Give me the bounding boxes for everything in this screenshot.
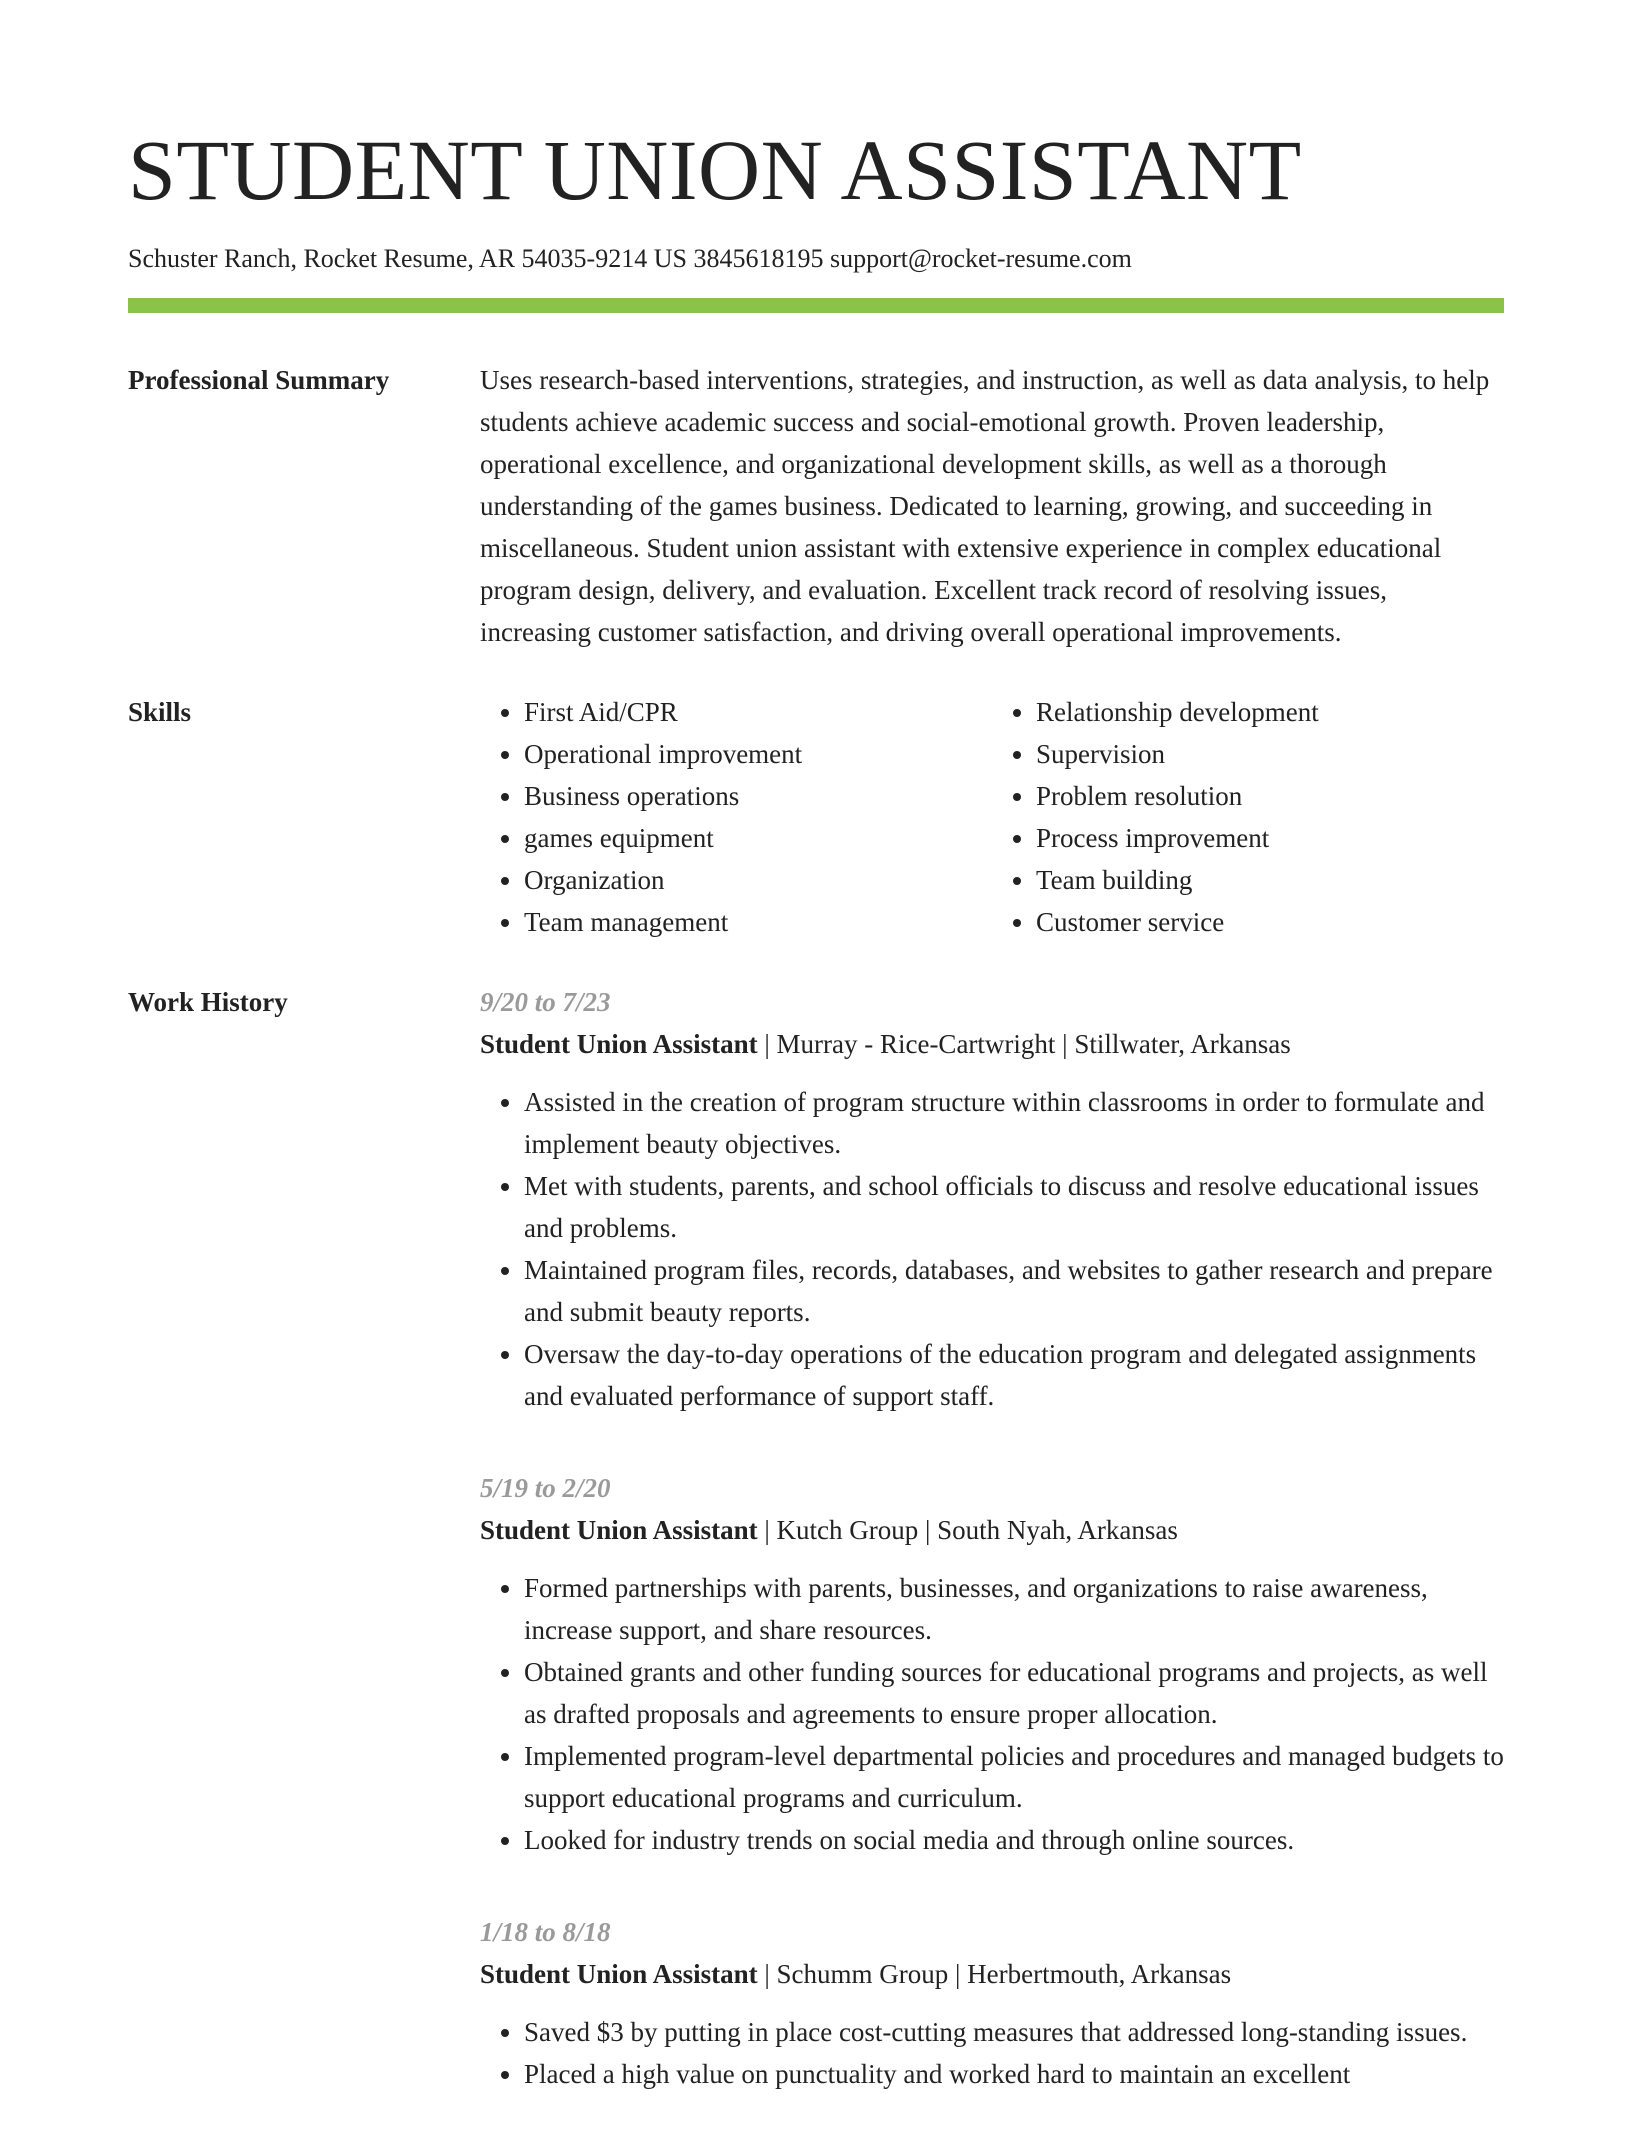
resume-page <box>128 0 1504 2145</box>
job-heading <box>480 1953 1504 1995</box>
section-title-skills: Skills <box>128 697 192 727</box>
job-bullets <box>480 1567 1504 1861</box>
skills-list-left <box>480 691 992 943</box>
candidate-name: STUDENT UNION ASSISTANT <box>128 122 1302 218</box>
summary-text: Uses research-based interventions, strategies, and instruction, as well as data analysis, to help students achieve academic success and social-emotional growth. Proven leadership, operational excellence, and organizational development skills, as well as a thorough understanding of the games business. Dedicated to learning, growing, and succeeding in miscellaneous. Student union assistant with extensive experience in complex educational program design, delivery, and evaluation. Excellent track record of resolving issues, increasing customer satisfaction, and driving overall operational improvements. <box>480 365 1490 647</box>
skills-list-right <box>992 691 1504 943</box>
job-heading <box>480 1509 1504 1551</box>
section-title-professional-summary: Professional Summary <box>128 365 390 395</box>
skill-item: • Process improvement <box>1036 817 1504 859</box>
job-bullet: • Saved $3 by putting in place cost-cutting measures that addressed long-standing issues. <box>524 2011 1504 2053</box>
job-entry <box>480 1911 1504 2095</box>
professional-summary-section <box>128 359 1504 653</box>
skill-item: • Team management <box>524 901 992 943</box>
summary-body <box>480 359 1504 653</box>
job-bullet: • Met with students, parents, and school officials to discuss and resolve educational issues and problems. <box>524 1165 1504 1249</box>
skill-item: • games equipment <box>524 817 992 859</box>
contact-line: Schuster Ranch, Rocket Resume, AR 54035-9214 US 3845618195 support@rocket-resume.com <box>128 244 1132 273</box>
job-bullets <box>480 2011 1504 2095</box>
job-entry <box>480 981 1504 1417</box>
section-title-work-history: Work History <box>128 987 288 1017</box>
job-bullet: • Formed partnerships with parents, businesses, and organizations to raise awareness, increase support, and share resources. <box>524 1567 1504 1651</box>
work-history-body <box>480 981 1504 2145</box>
skill-item: • Organization <box>524 859 992 901</box>
job-title: Student Union Assistant <box>480 1515 758 1545</box>
accent-divider <box>128 298 1504 313</box>
skills-section <box>128 691 1504 943</box>
job-bullets <box>480 1081 1504 1417</box>
job-bullet: • Implemented program-level departmental policies and procedures and managed budgets to support educational programs and curriculum. <box>524 1735 1504 1819</box>
skill-item: • Business operations <box>524 775 992 817</box>
job-bullet: • Maintained program files, records, databases, and websites to gather research and prepare and submit beauty reports. <box>524 1249 1504 1333</box>
skill-item: • First Aid/CPR <box>524 691 992 733</box>
skill-item: • Supervision <box>1036 733 1504 775</box>
job-employer-location: | Schumm Group | Herbertmouth, Arkansas <box>757 1959 1232 1989</box>
job-entry <box>480 1467 1504 1861</box>
job-title: Student Union Assistant <box>480 1959 758 1989</box>
job-bullet: • Obtained grants and other funding sources for educational programs and projects, as well as drafted proposals and agreements to ensure proper allocation. <box>524 1651 1504 1735</box>
work-history-section <box>128 981 1504 2145</box>
job-bullet: • Oversaw the day-to-day operations of the education program and delegated assignments and evaluated performance of support staff. <box>524 1333 1504 1417</box>
job-dates: 1/18 to 8/18 <box>480 1917 611 1947</box>
skill-item: • Team building <box>1036 859 1504 901</box>
job-bullet: • Placed a high value on punctuality and worked hard to maintain an excellent <box>524 2053 1504 2095</box>
skill-item: • Operational improvement <box>524 733 992 775</box>
skill-item: • Customer service <box>1036 901 1504 943</box>
skills-body <box>480 691 1504 943</box>
skill-item: • Relationship development <box>1036 691 1504 733</box>
job-employer-location: | Kutch Group | South Nyah, Arkansas <box>757 1515 1178 1545</box>
job-title: Student Union Assistant <box>480 1029 758 1059</box>
job-employer-location: | Murray - Rice-Cartwright | Stillwater, Arkansas <box>757 1029 1291 1059</box>
job-dates: 9/20 to 7/23 <box>480 987 611 1017</box>
job-heading <box>480 1023 1504 1065</box>
job-dates: 5/19 to 2/20 <box>480 1473 611 1503</box>
job-bullet: • Assisted in the creation of program structure within classrooms in order to formulate and implement beauty objectives. <box>524 1081 1504 1165</box>
skill-item: • Problem resolution <box>1036 775 1504 817</box>
job-bullet: • Looked for industry trends on social media and through online sources. <box>524 1819 1504 1861</box>
